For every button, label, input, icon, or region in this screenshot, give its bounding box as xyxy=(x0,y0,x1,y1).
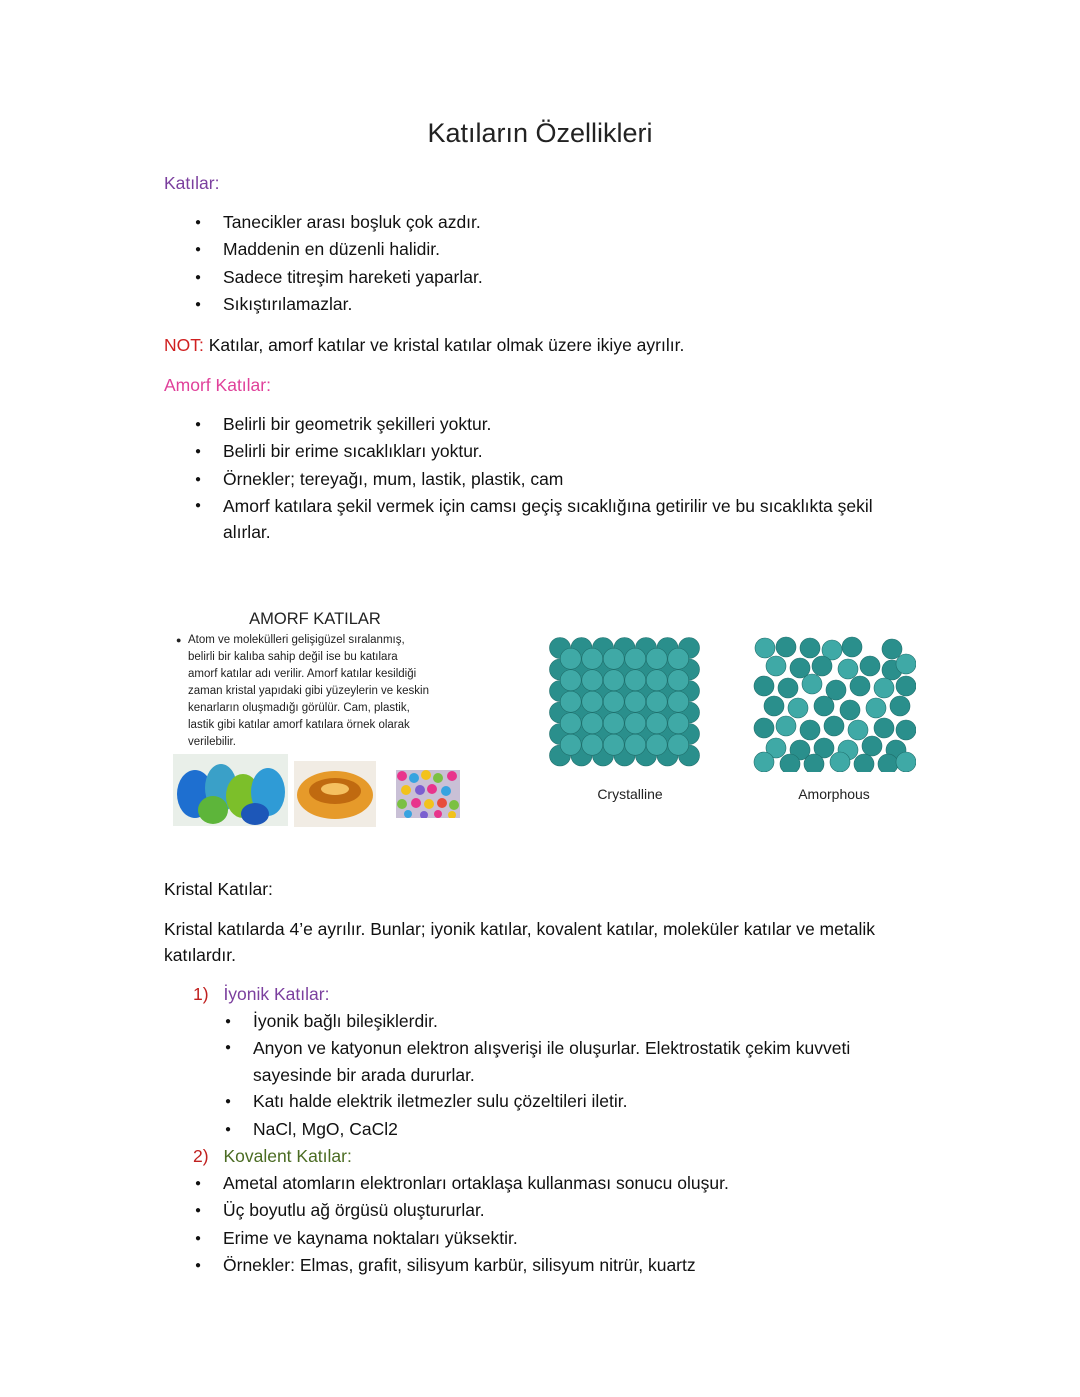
atom-sphere xyxy=(838,659,858,679)
atom-sphere xyxy=(668,734,689,755)
atom-sphere xyxy=(668,691,689,712)
atom-sphere xyxy=(842,637,862,657)
atom-sphere xyxy=(582,734,603,755)
section-heading-amorf: Amorf Katılar: xyxy=(164,375,271,395)
crystalline-structure-diagram xyxy=(548,636,712,772)
atom-sphere xyxy=(560,670,581,691)
note-paragraph xyxy=(164,333,684,357)
atom-sphere xyxy=(560,648,581,669)
atom-sphere xyxy=(802,674,822,694)
plastic-beads-image xyxy=(396,770,460,818)
list-item: ● Sıkıştırılamazlar. xyxy=(164,291,924,318)
glass-vases-image xyxy=(173,754,288,826)
amorphous-structure-diagram xyxy=(752,636,916,772)
atom-sphere xyxy=(754,718,774,738)
atom-sphere xyxy=(603,648,624,669)
atom-sphere xyxy=(603,670,624,691)
atom-sphere xyxy=(840,700,860,720)
atom-sphere xyxy=(646,713,667,734)
atom-sphere xyxy=(582,713,603,734)
subsection-heading: Kovalent Katılar: xyxy=(223,1146,352,1166)
atom-sphere xyxy=(896,654,916,674)
atom-sphere xyxy=(874,718,894,738)
list-item: ● Ametal atomların elektronları ortaklaşa kullanması sonucu oluşur. xyxy=(164,1170,924,1197)
panel-bullet: ● xyxy=(176,635,182,645)
atom-sphere xyxy=(800,638,820,658)
amorf-info-panel xyxy=(170,604,466,832)
atom-sphere xyxy=(778,678,798,698)
page-title: Katıların Özellikleri xyxy=(427,118,653,148)
atom-sphere xyxy=(646,734,667,755)
atom-sphere xyxy=(848,720,868,740)
atom-sphere xyxy=(764,696,784,716)
atom-sphere xyxy=(603,691,624,712)
atom-sphere xyxy=(625,691,646,712)
list-item: ● İyonik bağlı bileşiklerdir. xyxy=(194,1008,914,1035)
note-label: NOT: xyxy=(164,335,204,355)
atom-sphere xyxy=(646,648,667,669)
list-item: ● Amorf katılara şekil vermek için camsı geçiş sıcaklığına getirilir ve bu sıcaklıkta şekil alırlar. xyxy=(164,493,888,545)
atom-sphere xyxy=(804,754,824,772)
list-item: ● Katı halde elektrik iletmezler sulu çözeltileri iletir. xyxy=(194,1088,914,1115)
atom-sphere xyxy=(754,676,774,696)
atom-sphere xyxy=(776,716,796,736)
atom-sphere xyxy=(776,637,796,657)
atom-sphere xyxy=(814,696,834,716)
list-item: ● Belirli bir erime sıcaklıkları yoktur. xyxy=(164,438,924,465)
atom-sphere xyxy=(668,670,689,691)
atom-sphere xyxy=(896,752,916,772)
kristal-intro-line-1: Kristal katılarda 4’e ayrılır. Bunlar; iyonik katılar, kovalent katılar, moleküler katılar ve metalik xyxy=(164,919,875,939)
atom-sphere xyxy=(582,691,603,712)
section-heading-katilar: Katılar: xyxy=(164,173,220,193)
iyonik-list xyxy=(194,1008,914,1143)
atom-sphere xyxy=(560,691,581,712)
atom-sphere xyxy=(625,670,646,691)
subsection-heading: İyonik Katılar: xyxy=(223,984,330,1004)
atom-sphere xyxy=(646,691,667,712)
atom-sphere xyxy=(896,676,916,696)
atom-sphere xyxy=(560,734,581,755)
list-item: ● Örnekler: Elmas, grafit, silisyum karbür, silisyum nitrür, kuartz xyxy=(164,1252,924,1279)
atom-sphere xyxy=(812,656,832,676)
atom-sphere xyxy=(754,752,774,772)
kovalent-list xyxy=(164,1170,924,1279)
atom-sphere xyxy=(582,670,603,691)
list-item: ● Erime ve kaynama noktaları yüksektir. xyxy=(164,1225,924,1252)
kristal-intro-line-2: katılardır. xyxy=(164,945,236,965)
atom-sphere xyxy=(603,734,624,755)
atom-sphere xyxy=(625,734,646,755)
panel-title: AMORF KATILAR xyxy=(249,610,381,628)
atom-sphere xyxy=(560,713,581,734)
list-item: ● Belirli bir geometrik şekilleri yoktur. xyxy=(164,411,924,438)
caption-amorphous: Amorphous xyxy=(798,786,870,802)
atom-sphere xyxy=(603,713,624,734)
atom-sphere xyxy=(766,656,786,676)
atom-sphere xyxy=(625,713,646,734)
panel-paragraph: Atom ve molekülleri gelişigüzel sıralanmış, belirli bir kalıba sahip değil ise bu katılara amorf katılar adı verilir. Amorf katılar kesildiği zaman kristal yapıdaki gibi yüzeylerin ve keskin kenarların oluşmadığı görülür. Cam, plastik, lastik gibi katılar amorf katılara örnek olarak verilebilir. xyxy=(188,634,429,748)
subsection-iyonik xyxy=(193,982,329,1006)
atom-sphere xyxy=(874,678,894,698)
list-item: ● Anyon ve katyonun elektron alışverişi ile oluşurlar. Elektrostatik çekim kuvveti sayesinde bir arada dururlar. xyxy=(194,1035,893,1088)
list-item: ● NaCl, MgO, CaCl2 xyxy=(194,1116,914,1143)
list-item: ● Maddenin en düzenli halidir. xyxy=(164,236,924,263)
atom-sphere xyxy=(860,656,880,676)
list-item: ● Üç boyutlu ağ örgüsü oluştururlar. xyxy=(164,1197,924,1224)
atom-sphere xyxy=(755,638,775,658)
atom-sphere xyxy=(862,736,882,756)
panel-text xyxy=(174,632,460,751)
list-item: ● Tanecikler arası boşluk çok azdır. xyxy=(164,209,924,236)
atom-sphere xyxy=(896,720,916,740)
atom-sphere xyxy=(625,648,646,669)
atom-sphere xyxy=(780,754,800,772)
subsection-kovalent xyxy=(193,1144,352,1168)
atom-sphere xyxy=(646,670,667,691)
list-item: ● Örnekler; tereyağı, mum, lastik, plastik, cam xyxy=(164,466,924,493)
caption-crystalline: Crystalline xyxy=(597,786,663,802)
atom-sphere xyxy=(668,713,689,734)
atom-sphere xyxy=(788,698,808,718)
section-heading-kristal: Kristal Katılar: xyxy=(164,879,273,899)
atom-sphere xyxy=(866,698,886,718)
atom-sphere xyxy=(882,639,902,659)
atom-sphere xyxy=(850,676,870,696)
amorf-list xyxy=(164,411,924,545)
atom-sphere xyxy=(668,648,689,669)
atom-sphere xyxy=(830,752,850,772)
atom-sphere xyxy=(890,696,910,716)
atom-sphere xyxy=(582,648,603,669)
katilar-list xyxy=(164,209,924,318)
subsection-number: 1) xyxy=(193,984,209,1004)
note-text: Katılar, amorf katılar ve kristal katılar olmak üzere ikiye ayrılır. xyxy=(203,335,685,355)
atom-sphere xyxy=(800,720,820,740)
amber-bowl-image xyxy=(294,761,376,827)
subsection-number: 2) xyxy=(193,1146,209,1166)
atom-sphere xyxy=(878,754,898,772)
list-item: ● Sadece titreşim hareketi yaparlar. xyxy=(164,264,924,291)
atom-sphere xyxy=(854,754,874,772)
atom-sphere xyxy=(824,716,844,736)
